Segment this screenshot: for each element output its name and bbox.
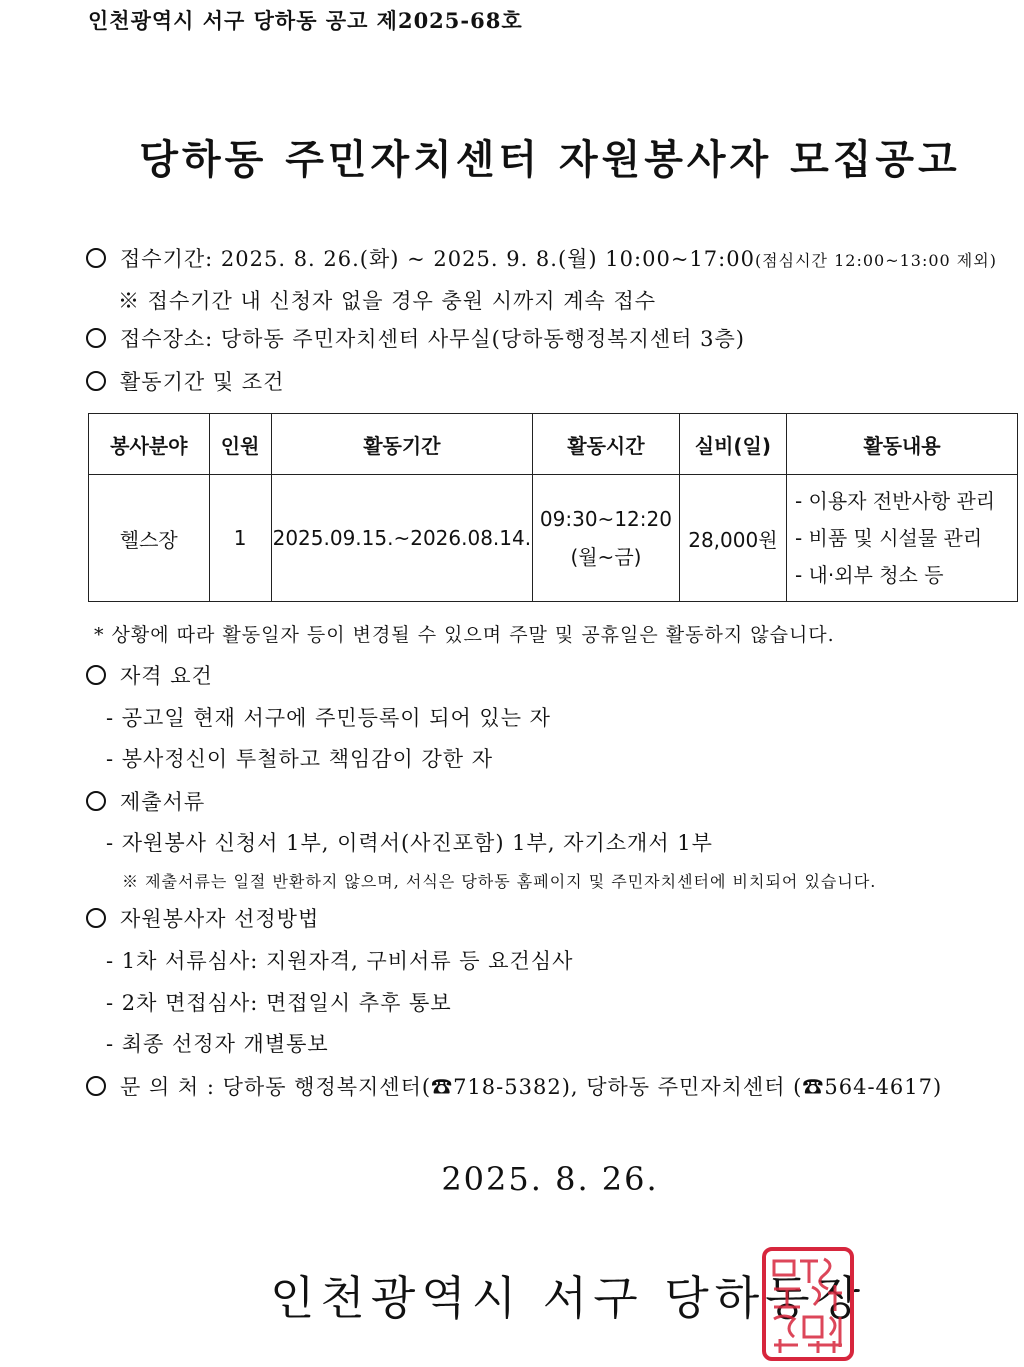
official-seal-icon bbox=[760, 1245, 856, 1363]
header-time: 활동시간 bbox=[533, 414, 680, 475]
circle-bullet-icon bbox=[86, 908, 106, 928]
circle-bullet-icon bbox=[86, 248, 106, 268]
table-row bbox=[89, 475, 1018, 602]
circle-bullet-icon bbox=[86, 328, 106, 348]
activity-heading bbox=[86, 366, 284, 396]
header-pay: 실비(일) bbox=[679, 414, 786, 475]
contents-item: - 이용자 전반사항 관리 bbox=[794, 488, 996, 513]
list-item: - 자원봉사 신청서 1부, 이력서(사진포함) 1부, 자기소개서 1부 bbox=[106, 831, 713, 855]
reception-period-label: 접수기간: 2025. 8. 26.(화) ~ 2025. 9. 8.(월) 10:00~17:00 bbox=[120, 247, 755, 271]
contact-label: 문 의 처 : 당하동 행정복지센터(☎718-5382), 당하동 주민자치센터 (☎564-4617) bbox=[120, 1075, 943, 1099]
header-contents: 활동내용 bbox=[786, 414, 1017, 475]
header-field: 봉사분야 bbox=[89, 414, 210, 475]
activity-conditions-table bbox=[88, 413, 1018, 602]
list-item: - 최종 선정자 개별통보 bbox=[106, 1032, 329, 1056]
cell-count: 1 bbox=[209, 475, 271, 602]
reception-note: ※ 접수기간 내 신청자 없을 경우 충원 시까지 계속 접수 bbox=[118, 289, 657, 313]
cell-time bbox=[533, 475, 680, 602]
qualification-heading bbox=[86, 660, 213, 690]
table-note: * 상황에 따라 활동일자 등이 변경될 수 있으며 주말 및 공휴일은 활동하지 않습니다. bbox=[94, 624, 835, 646]
reception-period bbox=[86, 243, 997, 273]
list-item: - 봉사정신이 투철하고 책임감이 강한 자 bbox=[106, 747, 494, 771]
cell-contents bbox=[786, 475, 1017, 602]
activity-heading-label: 활동기간 및 조건 bbox=[120, 370, 285, 394]
contents-item: - 비품 및 시설물 관리 bbox=[794, 525, 983, 550]
contact bbox=[86, 1071, 942, 1101]
header-period: 활동기간 bbox=[271, 414, 533, 475]
documents-note: ※ 제출서류는 일절 반환하지 않으며, 서식은 당하동 홈페이지 및 주민자치센터에 비치되어 있습니다. bbox=[122, 872, 877, 891]
reception-place-label: 접수장소: 당하동 주민자치센터 사무실(당하동행정복지센터 3층) bbox=[120, 327, 745, 351]
header-count: 인원 bbox=[209, 414, 271, 475]
circle-bullet-icon bbox=[86, 1076, 106, 1096]
cell-pay: 28,000원 bbox=[679, 475, 786, 602]
circle-bullet-icon bbox=[86, 371, 106, 391]
list-item: - 2차 면접심사: 면접일시 추후 통보 bbox=[106, 991, 452, 1015]
documents-heading bbox=[86, 786, 205, 816]
qualification-heading-label: 자격 요건 bbox=[120, 664, 213, 688]
signer: 인천광역시 서구 당하동장 bbox=[270, 1271, 867, 1325]
reception-place bbox=[86, 323, 745, 353]
page-title: 당하동 주민자치센터 자원봉사자 모집공고 bbox=[139, 137, 961, 183]
circle-bullet-icon bbox=[86, 791, 106, 811]
circle-bullet-icon bbox=[86, 665, 106, 685]
notice-number: 인천광역시 서구 당하동 공고 제2025-68호 bbox=[88, 8, 523, 33]
selection-heading bbox=[86, 903, 319, 933]
reception-period-note: (점심시간 12:00~13:00 제외) bbox=[754, 251, 997, 270]
notice-date: 2025. 8. 26. bbox=[441, 1160, 659, 1198]
cell-time-hours: 09:30~12:20 bbox=[539, 507, 672, 531]
cell-field: 헬스장 bbox=[89, 475, 210, 602]
contents-item: - 내·외부 청소 등 bbox=[794, 562, 944, 587]
selection-heading-label: 자원봉사자 선정방법 bbox=[120, 907, 320, 931]
cell-period: 2025.09.15.~2026.08.14. bbox=[271, 475, 533, 602]
list-item: - 1차 서류심사: 지원자격, 구비서류 등 요건심사 bbox=[106, 949, 574, 973]
list-item: - 공고일 현재 서구에 주민등록이 되어 있는 자 bbox=[106, 706, 551, 730]
table-header-row bbox=[89, 414, 1018, 475]
cell-time-days: (월~금) bbox=[570, 545, 642, 569]
documents-heading-label: 제출서류 bbox=[120, 790, 206, 814]
